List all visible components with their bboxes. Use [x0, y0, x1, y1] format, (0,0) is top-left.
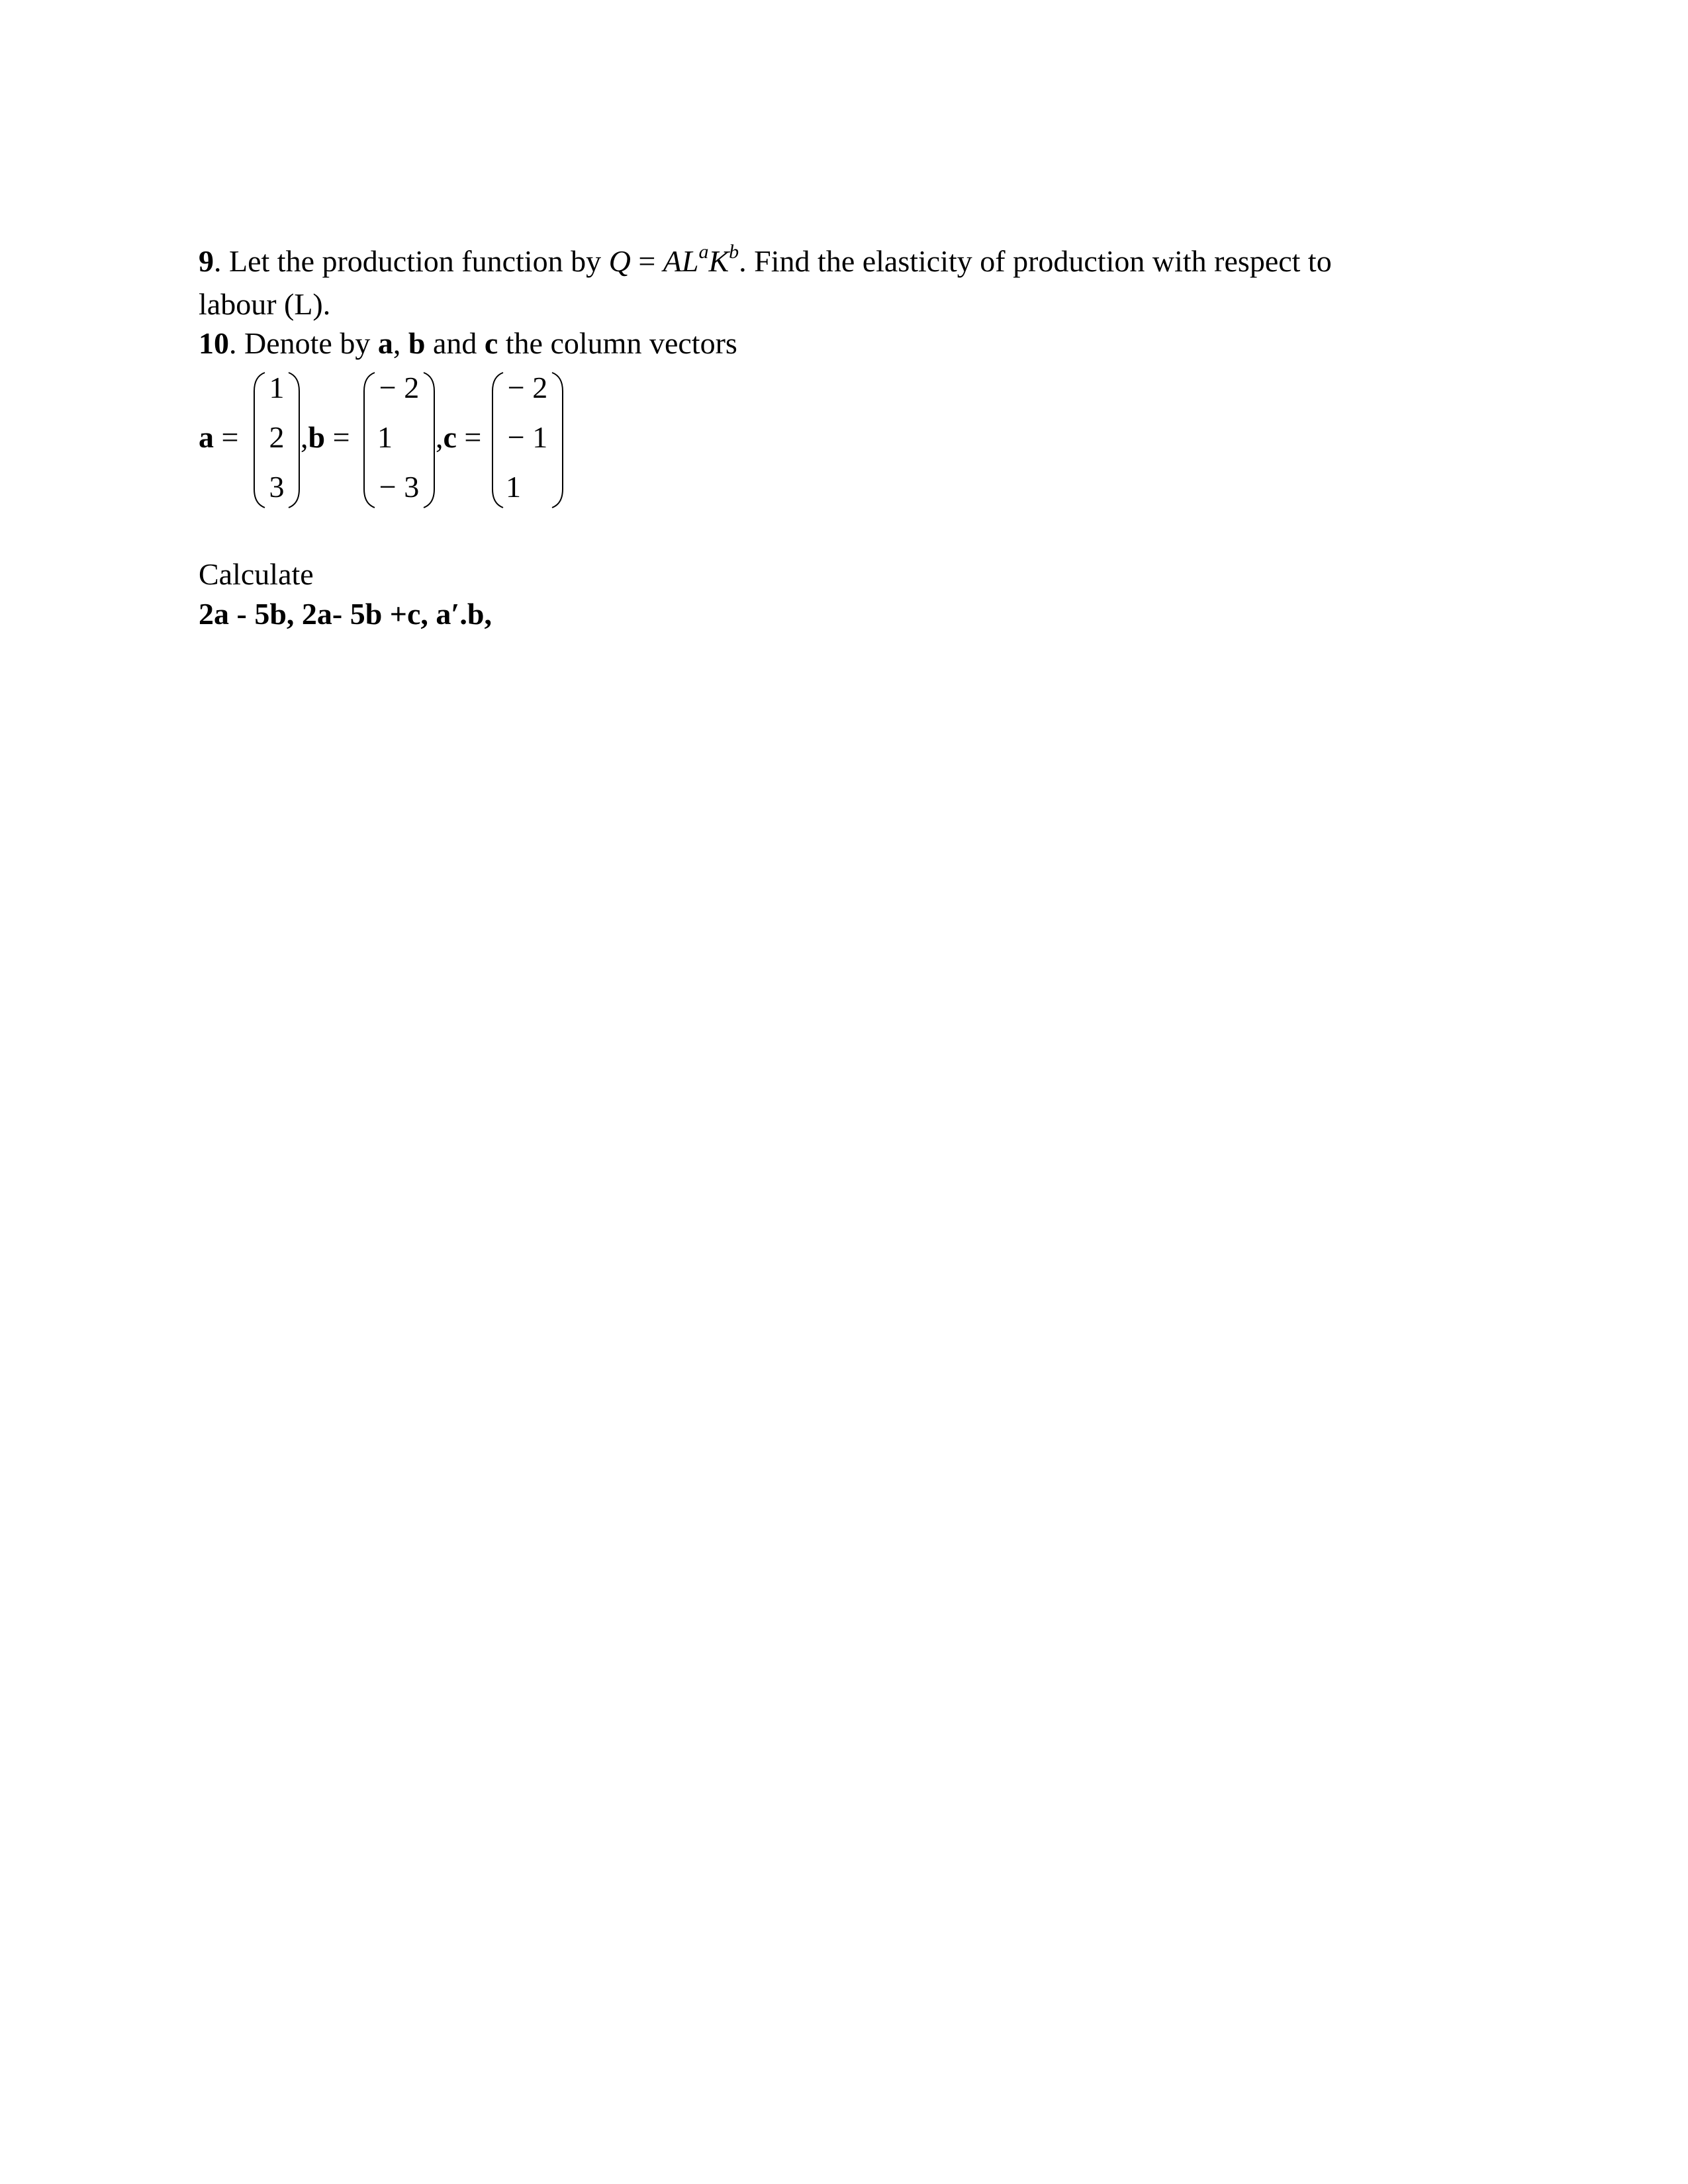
vector-b-entry: − 3 [379, 470, 420, 504]
vector-a-entry: 1 [269, 371, 285, 404]
question-9-number: 9 [199, 244, 214, 278]
vector-name-c: c [484, 326, 498, 360]
calculation-tasks: 2a - 5b, 2a- 5b +c, a′.b, [199, 597, 492, 631]
vector-name-b: b [408, 326, 426, 360]
question-9-text-after: . Find the elasticity of production with respect to [739, 244, 1332, 278]
vector-a-entry: 2 [269, 420, 285, 454]
vector-c [491, 367, 564, 513]
vector-b-entry: 1 [377, 420, 393, 454]
calculate-label: Calculate [199, 557, 314, 591]
formula-q: Q [608, 244, 631, 278]
formula-exponent-a: a [698, 241, 709, 263]
formula-l: L [681, 244, 699, 278]
vector-c-label: ,c = [436, 420, 482, 454]
formula-exponent-b: b [729, 241, 739, 263]
vector-a [253, 367, 301, 513]
question-9-line-2: labour (L). [199, 287, 331, 321]
question-10-text-3: the column vectors [498, 326, 737, 360]
vector-name-a: a [377, 326, 393, 360]
vector-c-entry: 1 [506, 470, 521, 504]
vector-c-entry: − 1 [507, 420, 548, 454]
vector-a-entry: 3 [269, 470, 285, 504]
question-9-line-1 [199, 241, 1332, 278]
vector-b-label: ,b = [301, 420, 350, 454]
question-10-text-2: and [425, 326, 485, 360]
question-9-text: . Let the production function by [214, 244, 609, 278]
vector-b-entry: − 2 [379, 371, 420, 404]
formula-a: A [663, 244, 682, 278]
vector-c-entry: − 2 [507, 371, 548, 404]
formula-equals: = [630, 244, 663, 278]
formula-k: K [708, 244, 729, 278]
vector-a-label: a = [199, 420, 239, 454]
question-10-line-1 [199, 328, 737, 359]
vector-b [363, 367, 436, 513]
vector-definitions [199, 367, 662, 513]
question-10-text-1: . Denote by [229, 326, 378, 360]
separator: , [393, 326, 408, 360]
question-10-number: 10 [199, 326, 229, 360]
